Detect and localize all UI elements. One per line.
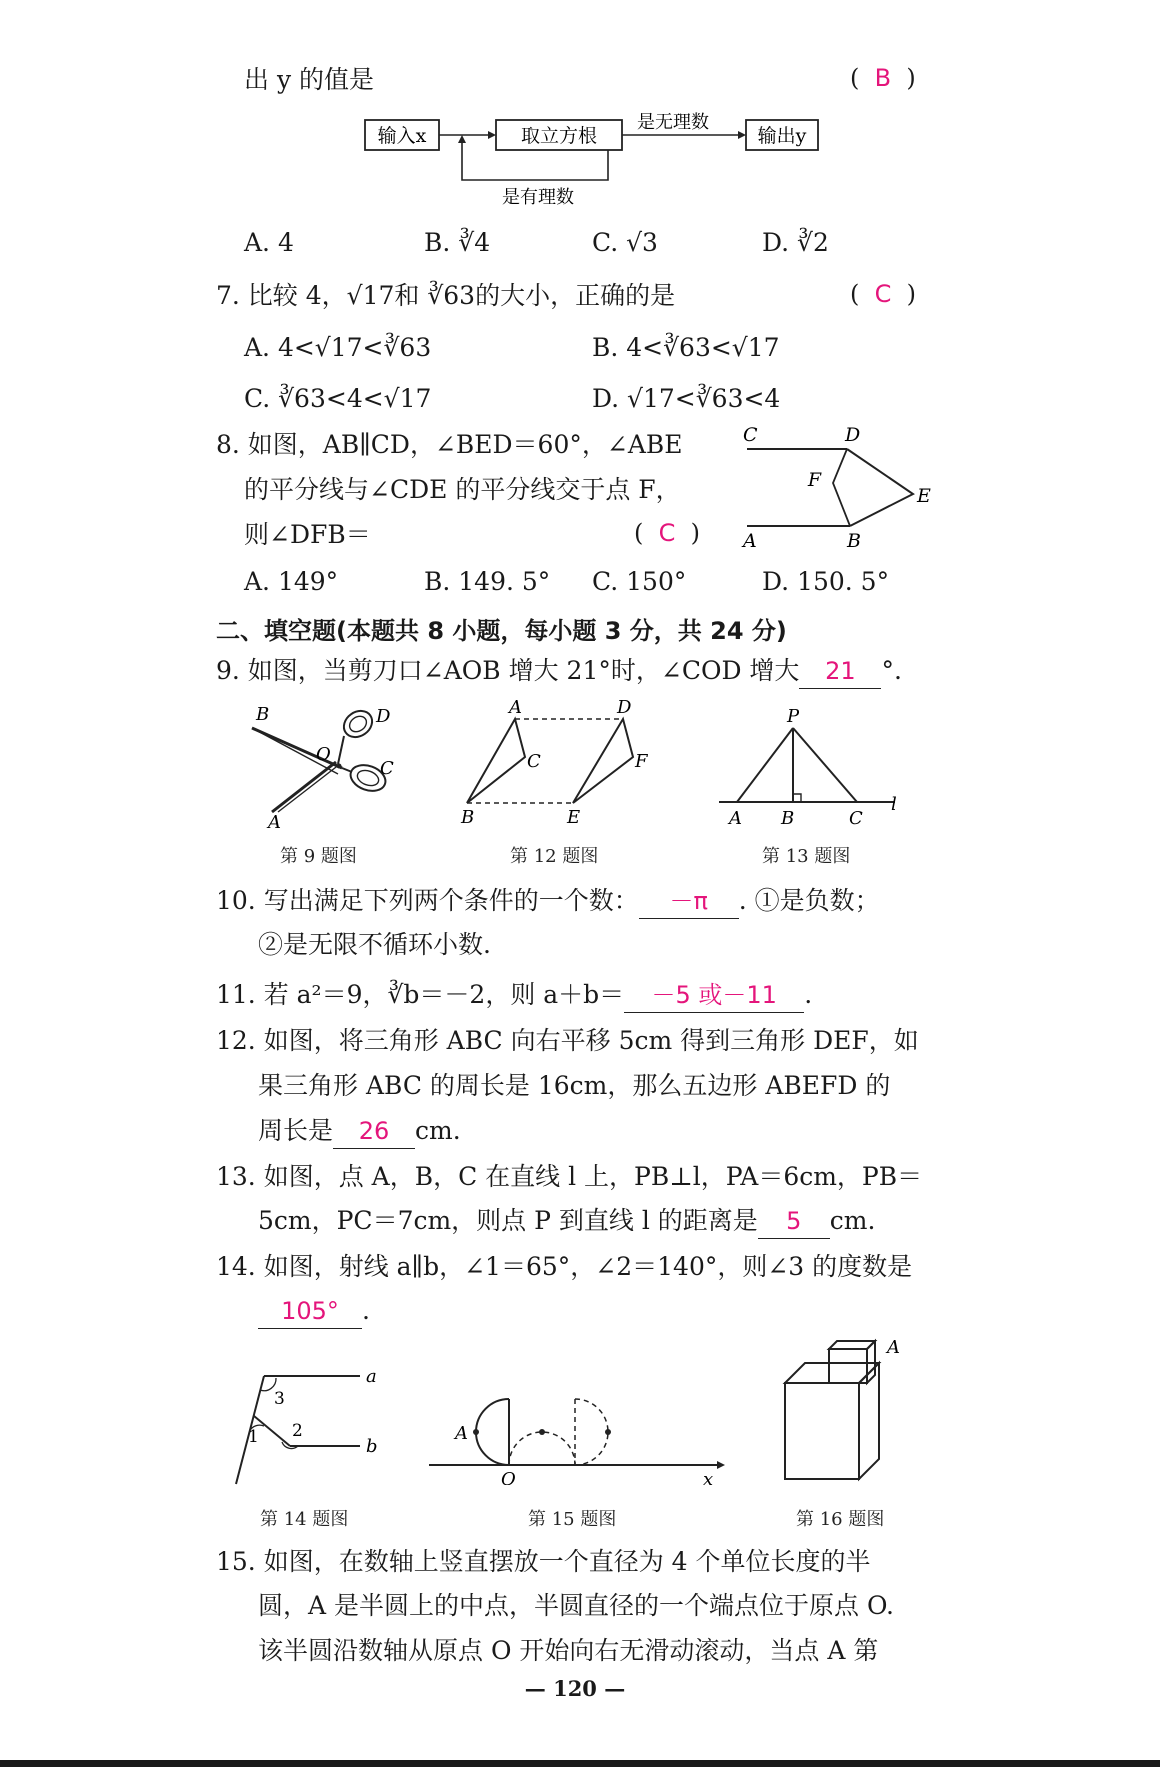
- q8-label-a: A: [743, 530, 757, 550]
- q8-option-a: A. 149°: [244, 567, 339, 596]
- q8-label-d: D: [845, 425, 861, 446]
- q13-line1: 13. 如图，点 A，B，C 在直线 l 上，PB⊥l，PA＝6cm，PB＝: [216, 1162, 923, 1191]
- q15-number-line-figure: [425, 1385, 725, 1485]
- q12-label-b: B: [461, 807, 475, 827]
- q8-answer-box: ( C ): [634, 519, 701, 547]
- q7-option-c: C. ∛63<4<√17: [244, 384, 432, 413]
- q14-angle-1: 1: [248, 1427, 259, 1447]
- q10-line2: ②是无限不循环小数.: [258, 930, 491, 959]
- q7-answer: C: [874, 280, 892, 308]
- q15-label-x: x: [703, 1469, 714, 1485]
- q13-answer: 5: [786, 1207, 802, 1235]
- q10-stem: [216, 884, 880, 919]
- q6-stem-tail: 出 y 的值是: [244, 65, 375, 94]
- q13-label-c: C: [849, 808, 863, 829]
- q7-answer-box: ( C ): [850, 280, 917, 308]
- q8-option-b: B. 149. 5°: [424, 567, 551, 596]
- flow-input-label: 输入x: [377, 125, 427, 147]
- q16-cube-figure: [775, 1335, 910, 1490]
- q7-stem: 7. 比较 4，√17和 ∛63的大小，正确的是: [216, 281, 676, 310]
- q8-line1: 8. 如图，AB∥CD，∠BED＝60°，∠ABE: [216, 430, 683, 459]
- q14-label-b: b: [366, 1436, 378, 1457]
- q13-label-a: A: [729, 808, 742, 829]
- q6-answer-box: ( B ): [850, 64, 916, 92]
- q12-answer: 26: [358, 1117, 390, 1145]
- q12-label-a: A: [509, 697, 522, 718]
- q8-label-c: C: [743, 425, 758, 446]
- q13-label-l: l: [891, 794, 897, 815]
- q8-answer: C: [658, 519, 676, 547]
- q14-figure-caption: 第 14 题图: [260, 1509, 349, 1530]
- q12-line3-a: 周长是: [258, 1116, 334, 1145]
- q9-answer: 21: [825, 657, 856, 685]
- q13-label-p: P: [787, 706, 800, 727]
- q9-scissors-figure: [244, 700, 412, 830]
- q8-figure: [735, 425, 940, 550]
- q15-line2: 圆，A 是半圆上的中点，半圆直径的一个端点位于原点 O.: [258, 1591, 894, 1620]
- q6-option-a: A. 4: [244, 228, 294, 257]
- q13-label-b: B: [781, 808, 795, 829]
- flow-output-label: 输出y: [757, 125, 807, 147]
- q14-angle-3: 3: [274, 1389, 285, 1409]
- q9-stem-b: °.: [881, 656, 902, 685]
- q12-line3: [258, 1114, 461, 1149]
- q8-option-d: D. 150. 5°: [762, 567, 890, 596]
- q9-label-c: C: [380, 758, 394, 779]
- q12-figure-caption: 第 12 题图: [510, 846, 599, 867]
- q13-line2-a: 5cm，PC＝7cm，则点 P 到直线 l 的距离是: [258, 1206, 758, 1235]
- screen-bottom-bar: [0, 1760, 1160, 1767]
- q15-label-a: A: [455, 1423, 468, 1444]
- q12-label-c: C: [527, 751, 541, 772]
- q11-stem-b: .: [804, 980, 813, 1009]
- q14-answer: 105°: [281, 1297, 339, 1325]
- q9-figure-caption: 第 9 题图: [280, 846, 357, 867]
- q8-label-e: E: [917, 485, 931, 507]
- flow-op-label: 取立方根: [520, 125, 598, 147]
- flow-rational-label: 是有理数: [502, 187, 574, 208]
- q7-option-a: A. 4<√17<∛63: [244, 333, 432, 362]
- q12-label-f: F: [635, 751, 648, 772]
- q14-line2: [258, 1294, 370, 1329]
- q13-figure-caption: 第 13 题图: [762, 846, 851, 867]
- q13-line2-b: cm.: [829, 1206, 876, 1235]
- q6-option-c: C. √3: [592, 228, 658, 257]
- q8-label-b: B: [847, 530, 861, 550]
- q6-answer: B: [874, 64, 892, 92]
- q6-option-b: B. ∛4: [424, 228, 491, 257]
- q12-label-e: E: [567, 807, 581, 827]
- q14-line1: 14. 如图，射线 a∥b，∠1＝65°，∠2＝140°，则∠3 的度数是: [216, 1252, 913, 1281]
- q10-stem-a: 10. 写出满足下列两个条件的一个数：: [216, 886, 639, 915]
- q9-stem: [216, 654, 902, 689]
- q8-label-f: F: [807, 469, 821, 491]
- q14-angle-2: 2: [292, 1421, 303, 1441]
- q9-label-d: D: [376, 706, 391, 727]
- flow-irrational-label: 是无理数: [637, 112, 709, 133]
- q16-label-a: A: [887, 1337, 900, 1358]
- q6-flowchart: [360, 100, 820, 210]
- q6-option-d: D. ∛2: [762, 228, 829, 257]
- q15-label-o: O: [501, 1469, 516, 1485]
- q11-answer: －5 或－11: [651, 981, 777, 1009]
- q16-figure-caption: 第 16 题图: [796, 1509, 885, 1530]
- q9-stem-a: 9. 如图，当剪刀口∠AOB 增大 21°时，∠COD 增大: [216, 656, 800, 685]
- q7-option-b: B. 4<∛63<√17: [592, 333, 780, 362]
- page-number: — 120 —: [524, 1676, 626, 1701]
- q12-translation-figure: [455, 697, 665, 827]
- q11-stem: [216, 978, 812, 1013]
- q9-label-a: A: [268, 812, 281, 830]
- q11-stem-a: 11. 若 a²＝9，∛b＝－2，则 a＋b＝: [216, 980, 625, 1009]
- q12-line3-b: cm.: [415, 1116, 461, 1145]
- q9-label-o: O: [316, 744, 331, 765]
- q8-line3: 则∠DFB＝: [244, 520, 371, 549]
- q14-line2-b: .: [362, 1296, 370, 1325]
- q12-label-d: D: [617, 697, 632, 718]
- q12-line2: 果三角形 ABC 的周长是 16cm，那么五边形 ABEFD 的: [258, 1071, 891, 1100]
- q8-line2: 的平分线与∠CDE 的平分线交于点 F，: [244, 475, 681, 504]
- q9-label-b: B: [256, 704, 270, 725]
- q13-line2: [258, 1204, 875, 1239]
- q12-line1: 12. 如图，将三角形 ABC 向右平移 5cm 得到三角形 DEF，如: [216, 1026, 919, 1055]
- q7-option-d: D. √17<∛63<4: [592, 384, 781, 413]
- section-fill-in-title: 二、填空题(本题共 8 小题，每小题 3 分，共 24 分): [216, 617, 787, 645]
- q13-perpendicular-figure: [715, 700, 910, 830]
- q15-line3: 该半圆沿数轴从原点 O 开始向右无滑动滚动，当点 A 第: [258, 1636, 879, 1665]
- q10-answer: －π: [669, 887, 708, 915]
- q8-option-c: C. 150°: [592, 567, 687, 596]
- q15-line1: 15. 如图，在数轴上竖直摆放一个直径为 4 个单位长度的半: [216, 1547, 871, 1576]
- q15-figure-caption: 第 15 题图: [528, 1509, 617, 1530]
- q14-rays-figure: [228, 1360, 388, 1490]
- q10-stem-b: . ①是负数；: [738, 886, 880, 915]
- q14-label-a: a: [366, 1366, 377, 1387]
